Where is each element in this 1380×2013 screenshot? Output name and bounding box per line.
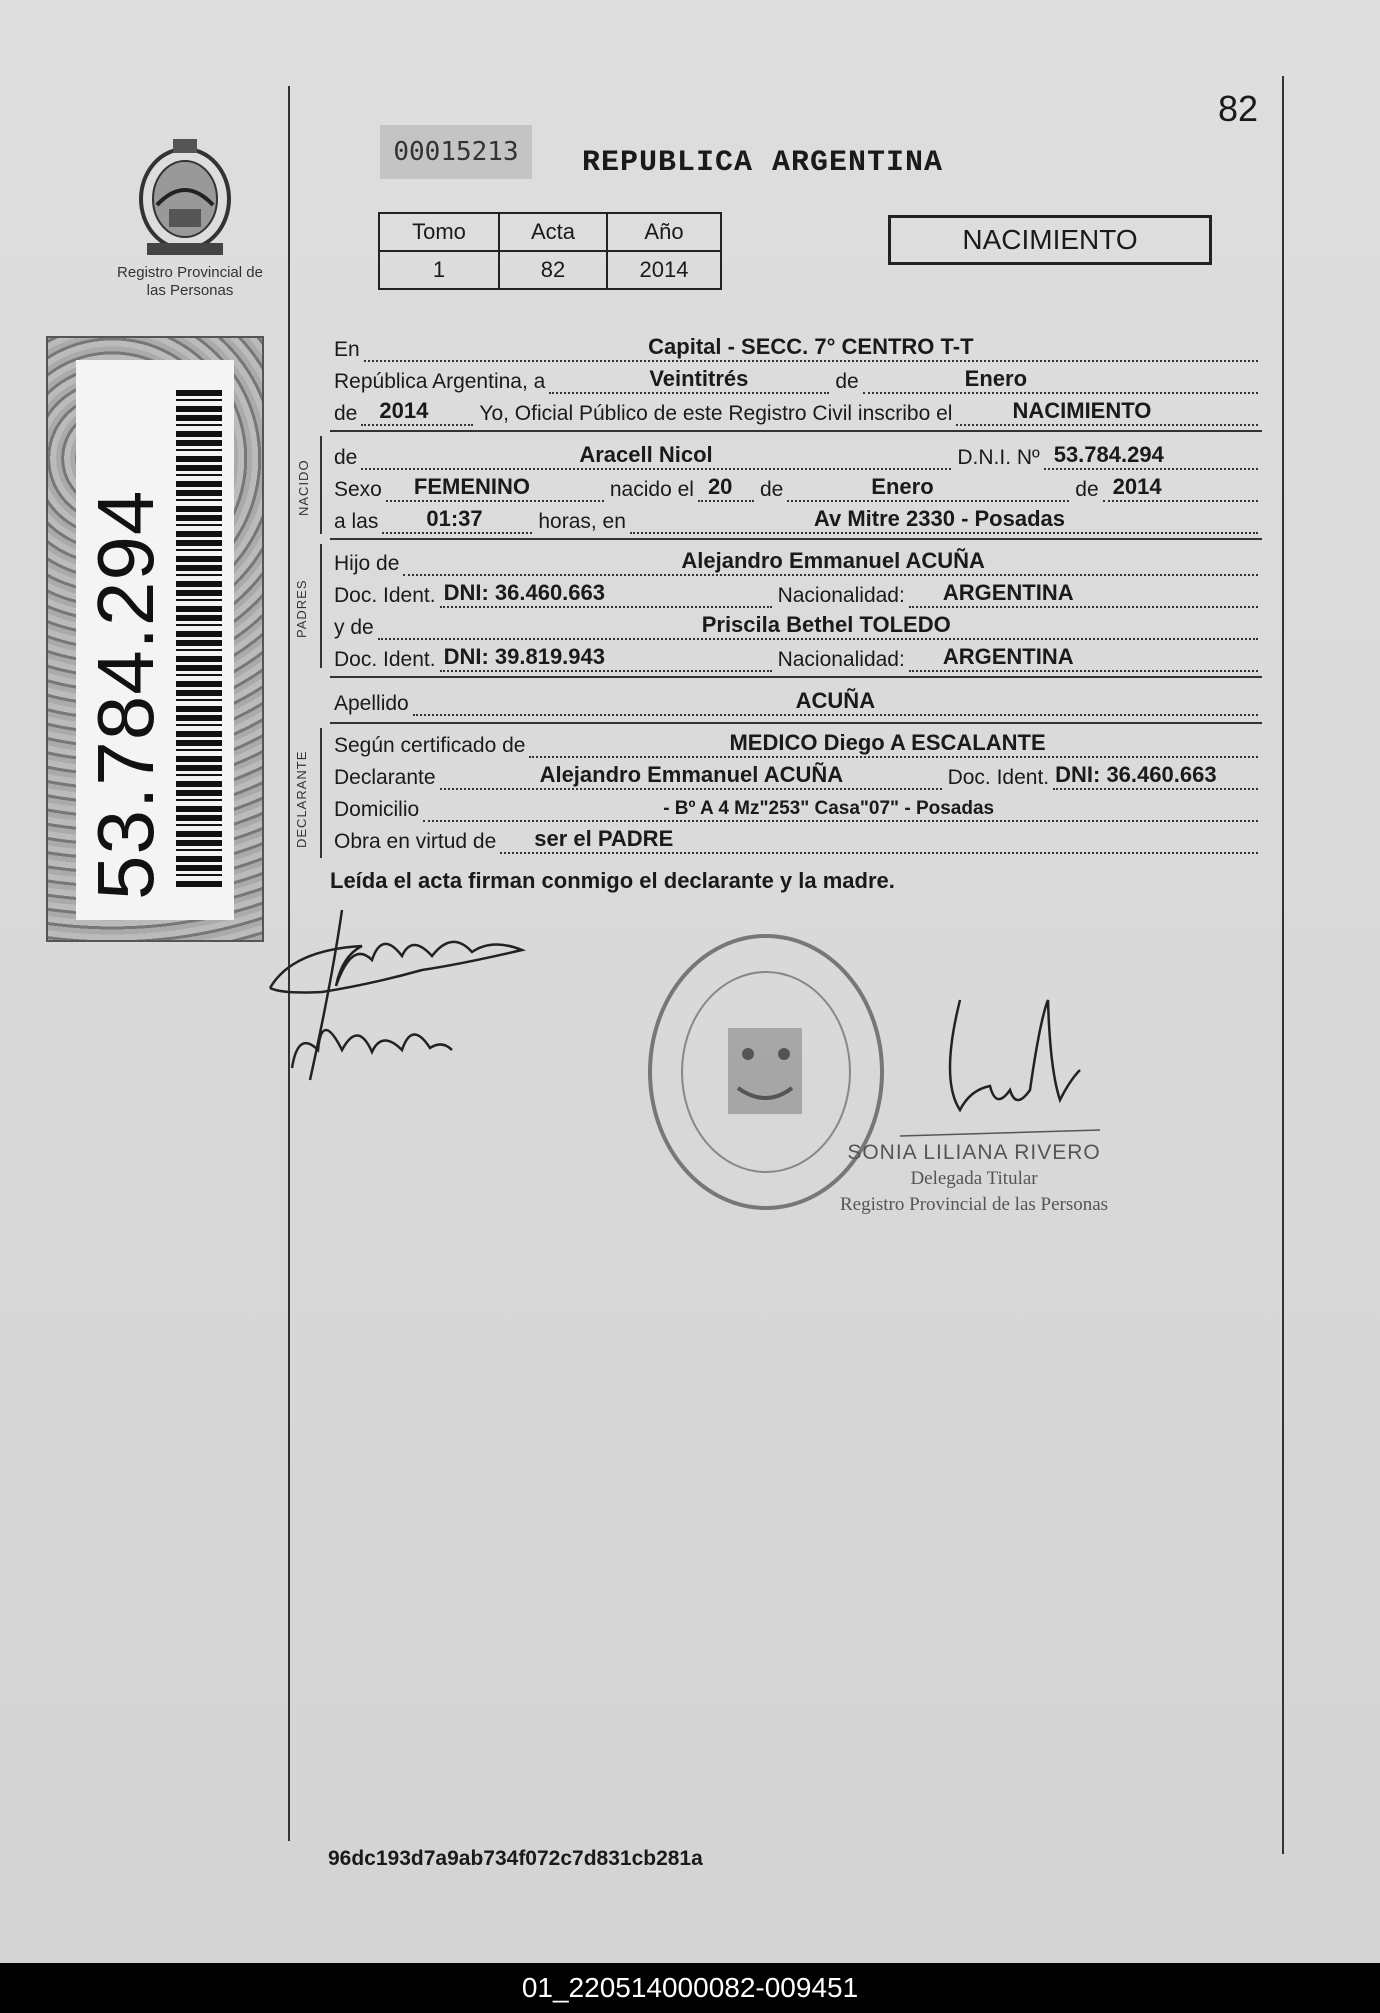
label-doc-ident: Doc. Ident. [334, 648, 436, 671]
nacido-label: NACIDO [296, 459, 311, 516]
misiones-seal-icon [133, 135, 237, 257]
mother-nationality-value: ARGENTINA [942, 644, 1074, 669]
serial-number: 00015213 [380, 125, 532, 179]
birth-month-value: Enero [871, 474, 934, 499]
act-type-box: NACIMIENTO [888, 215, 1212, 265]
barcode [176, 390, 222, 890]
birth-place-value: Av Mitre 2330 - Posadas [813, 506, 1065, 531]
row-republica [334, 364, 1258, 394]
row-y-de [334, 610, 1258, 640]
declarant-signature-icon [262, 900, 532, 1110]
page-number: 82 [1218, 88, 1259, 129]
label-de-name: de [334, 446, 358, 469]
certificate-value: MEDICO Diego A ESCALANTE [729, 730, 1046, 755]
registry-header-acta: Acta [499, 213, 607, 251]
year-value: 2014 [379, 398, 429, 423]
birth-time-value: 01:37 [426, 506, 483, 531]
label-apellido: Apellido [334, 692, 409, 715]
label-obra: Obra en virtud de [334, 830, 497, 853]
strip-dni-number: 53.784.294 [81, 489, 170, 900]
registry-table [378, 212, 722, 290]
label-de-month: de [759, 478, 784, 501]
month-value: Enero [964, 366, 1028, 391]
label-a-las: a las [334, 510, 379, 533]
signer-office: Registro Provincial de las Personas [840, 1194, 1109, 1215]
mother-doc-value: DNI: 39.819.943 [443, 644, 605, 669]
child-name-value: Aracell Nicol [579, 442, 713, 467]
row-hijo-de [334, 546, 1258, 576]
mother-name-value: Priscila Bethel TOLEDO [701, 612, 951, 637]
separator [330, 722, 1262, 724]
registry-value-tomo: 1 [379, 251, 499, 289]
label-doc-ident-declarant: Doc. Ident. [947, 766, 1050, 789]
registry-header-tomo: Tomo [379, 213, 499, 251]
declarante-label: DECLARANTE [294, 750, 309, 848]
place-value: Capital - SECC. 7° CENTRO T-T [648, 334, 974, 359]
father-doc-value: DNI: 36.460.663 [443, 580, 605, 605]
document-hash: 96dc193d7a9ab734f072c7d831cb281a [328, 1847, 703, 1870]
row-declarante [334, 760, 1258, 790]
nacido-bracket [320, 436, 322, 534]
label-domicilio: Domicilio [334, 798, 420, 821]
child-dni-value: 53.784.294 [1053, 442, 1164, 467]
registry-value-acta: 82 [499, 251, 607, 289]
signer-name: SONIA LILIANA RIVERO [847, 1141, 1101, 1164]
registry-table-value-row [379, 251, 721, 289]
label-de: de [835, 370, 859, 393]
label-nacionalidad: Nacionalidad: [777, 584, 905, 607]
birth-day-value: 20 [707, 474, 733, 499]
inscription-type-value: NACIMIENTO [1012, 398, 1152, 423]
signer-role: Delegada Titular [910, 1168, 1038, 1189]
apellido-value: ACUÑA [795, 688, 876, 713]
registry-label: Registro Provincial de las Personas [117, 264, 263, 299]
address-value: - Bº A 4 Mz"253" Casa"07" - Posadas [663, 798, 995, 819]
declarant-doc-value: DNI: 36.460.663 [1055, 762, 1217, 787]
sexo-value: FEMENINO [413, 474, 530, 499]
padres-bracket [320, 544, 322, 668]
label-republica: República Argentina, a [334, 370, 546, 393]
row-certificado [334, 728, 1258, 758]
reason-value: ser el PADRE [534, 826, 674, 851]
separator [330, 430, 1262, 432]
row-apellido [334, 686, 1258, 716]
label-nacionalidad: Nacionalidad: [777, 648, 905, 671]
header-title: REPUBLICA ARGENTINA [582, 146, 944, 180]
declarant-name-value: Alejandro Emmanuel ACUÑA [539, 762, 844, 787]
row-father-doc [334, 578, 1258, 608]
label-de-birth-year: de [1075, 478, 1099, 501]
padres-label: PADRES [294, 579, 309, 638]
label-de-year: de [334, 402, 358, 425]
label-dni: D.N.I. Nº [957, 446, 1040, 469]
footer-id: 01_220514000082-009451 [0, 1963, 1380, 2013]
label-certificado: Según certificado de [334, 734, 526, 757]
registry-value-ano: 2014 [607, 251, 721, 289]
id-strip [46, 336, 264, 942]
separator [330, 676, 1262, 678]
row-sexo [334, 472, 1258, 502]
signer-block [840, 1140, 1108, 1218]
label-hijo-de: Hijo de [334, 552, 400, 575]
declarante-bracket [320, 728, 322, 858]
row-nacido-name [334, 440, 1258, 470]
closing-text: Leída el acta firman conmigo el declarante y la madre. [330, 868, 895, 893]
label-sexo: Sexo [334, 478, 382, 501]
row-mother-doc [334, 642, 1258, 672]
day-value: Veintitrés [649, 366, 749, 391]
label-declarante: Declarante [334, 766, 436, 789]
label-y-de: y de [334, 616, 374, 639]
father-nationality-value: ARGENTINA [942, 580, 1074, 605]
id-strip-card [76, 360, 234, 920]
father-name-value: Alejandro Emmanuel ACUÑA [681, 548, 985, 573]
birth-year-value: 2014 [1112, 474, 1162, 499]
row-year [334, 396, 1258, 426]
label-horas: horas, en [538, 510, 626, 533]
row-obra [334, 824, 1258, 854]
label-nacido-el: nacido el [609, 478, 694, 501]
separator [330, 538, 1262, 540]
official-signature-icon [900, 990, 1120, 1150]
label-doc-ident: Doc. Ident. [334, 584, 436, 607]
row-domicilio [334, 792, 1258, 822]
label-en: En [334, 338, 360, 361]
row-hora [334, 504, 1258, 534]
registry-table-header-row [379, 213, 721, 251]
registry-header-ano: Año [607, 213, 721, 251]
row-en [334, 332, 1258, 362]
label-oficial: Yo, Oficial Público de este Registro Civil inscribo el [479, 402, 953, 425]
right-margin-line [1282, 76, 1284, 1854]
